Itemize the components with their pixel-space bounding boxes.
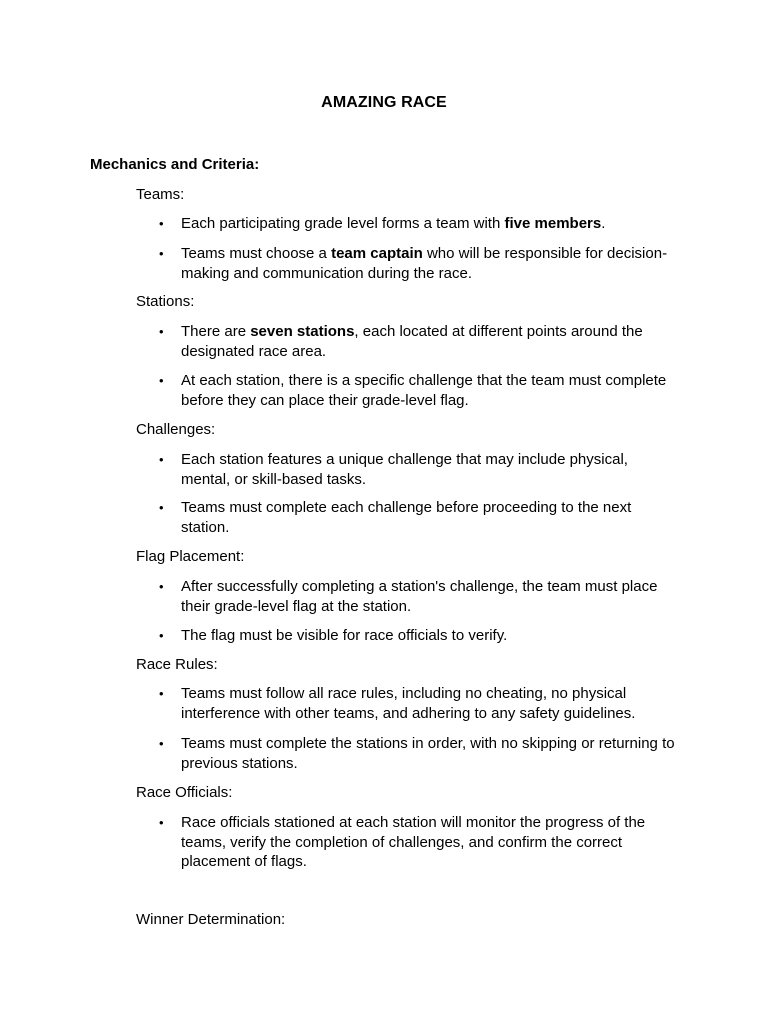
bullet-icon: • — [159, 373, 164, 388]
bullet-icon: • — [159, 736, 164, 751]
bullet-icon: • — [159, 628, 164, 643]
bullet-icon: • — [159, 452, 164, 467]
bullet-icon: • — [159, 686, 164, 701]
bullet-icon: • — [159, 324, 164, 339]
subheading-race-officials: Race Officials: — [136, 784, 233, 801]
bullet-icon: • — [159, 216, 164, 231]
document-page: AMAZING RACE Mechanics and Criteria: Teams: • Each participating grade level forms a team with five members. • Teams must choose a team captain who will be responsible for decision-making and communication during the race. Stations: • There are seven stations, each located at different points around the designated race area. • At each station, there is a specific challenge that the team must complete before they can place their grade-level flag. Challenges: • Each station features a unique challenge that may include physical, mental, or skill-based tasks. • Teams must complete each challenge before proceeding to the next station. Flag Placement: • After successfully completing a station's challenge, the team must place their grade-level flag at the station. • The flag must be visible for race officials to verify. Race Rules: • Teams must follow all race rules, including no cheating, no physical interference with other teams, and adhering to any safety guidelines. • Teams must complete the stations in order, with no skipping or returning to previous stations. Race Officials: • Race officials stationed at each station will monitor the progress of the teams, verify the completion of challenges, and confirm the correct placement of flags. Winner Determination: — [0, 0, 768, 1024]
subheading-race-rules: Race Rules: — [136, 656, 218, 673]
bullet-icon: • — [159, 815, 164, 830]
subheading-stations: Stations: — [136, 293, 195, 310]
subheading-winner-determination: Winner Determination: — [136, 911, 286, 928]
bullet-icon: • — [159, 500, 164, 515]
document-title: AMAZING RACE — [321, 94, 447, 111]
section-heading-mechanics: Mechanics and Criteria: — [90, 156, 260, 173]
subheading-challenges: Challenges: — [136, 421, 216, 438]
bullet-icon: • — [159, 579, 164, 594]
bullet-icon: • — [159, 246, 164, 261]
subheading-teams: Teams: — [136, 186, 185, 203]
subheading-flag-placement: Flag Placement: — [136, 548, 245, 565]
